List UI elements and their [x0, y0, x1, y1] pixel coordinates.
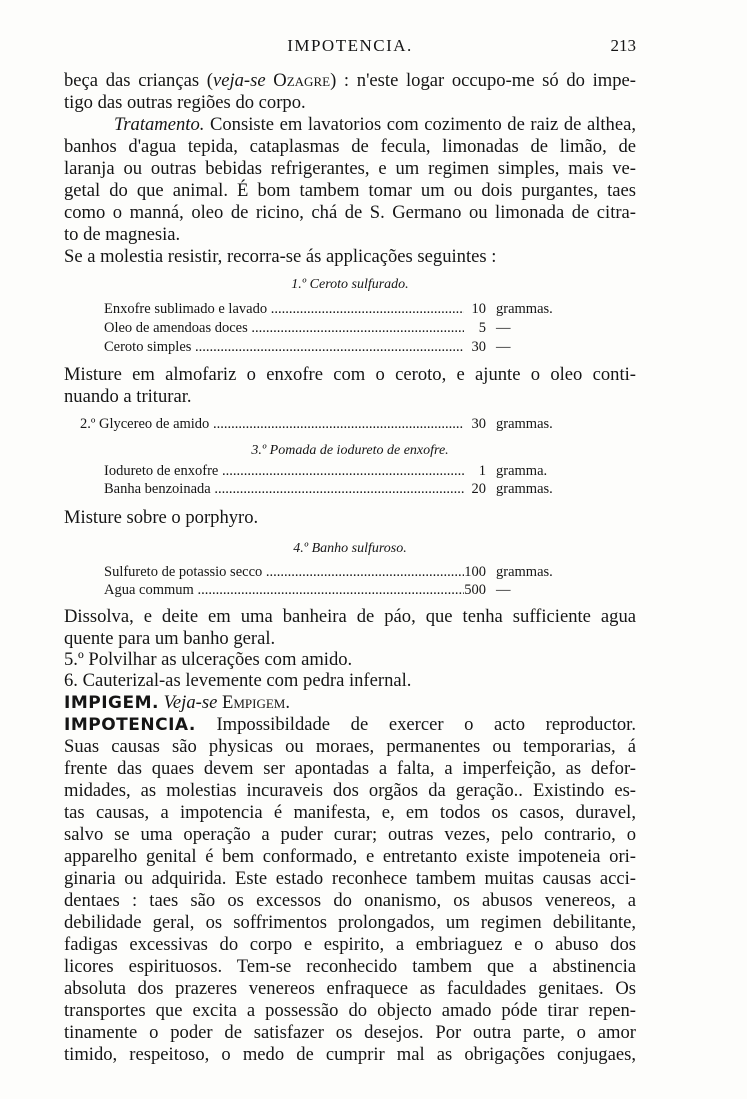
body-line: timido, respeitoso, o medo de cumprir mal as obrigações conjugaes, — [64, 1044, 636, 1065]
recipe-4-title: 4.º Banho sulfuroso. — [293, 541, 407, 556]
tratamento-label: Tratamento. — [114, 114, 205, 135]
recipe-3-title: 3.º Pomada de iodureto de enxofre. — [251, 443, 449, 458]
impotencia-entry-line: IMPOTENCIA. Impossibildade de exercer o acto reproductor. — [64, 714, 636, 735]
recipe-note: Misture em almofariz o enxofre com o ceroto, e ajunte o oleo conti- — [64, 364, 636, 385]
body-line: beça das crianças (veja-se Ozagre) : n'este logar occupo-me só do impe- — [64, 70, 636, 91]
body-line: transportes que excita a possessão do objecto amado póde tirar repen- — [64, 1000, 636, 1021]
body-line: laranja ou outras bebidas refrigerantes, e um regimen simples, mais ve- — [64, 158, 636, 179]
body-line: licores espirituosos. Tem-se reconhecido tambem que a abstinencia — [64, 956, 636, 977]
body-line: tas causas, a impotencia é manifesta, e, em todos os casos, duravel, — [64, 802, 636, 823]
body-line: to de magnesia. — [64, 224, 181, 245]
page-number: 213 — [610, 36, 636, 55]
cross-reference: Empigem. — [221, 692, 290, 713]
body-line: salvo se uma operação a puder curar; outras vezes, pelo contrario, o — [64, 824, 636, 845]
body-line: Suas causas são physicas ou moraes, permanentes ou temporarias, á — [64, 736, 636, 757]
recipe-note: quente para um banho geral. — [64, 628, 276, 649]
tratamento-line: Tratamento. Consiste em lavatorios com cozimento de raiz de althea, — [114, 114, 636, 135]
body-line: getal do que animal. É bom tambem tomar um ou dois purgantes, taes — [64, 180, 636, 201]
recipe-1-title: 1.º Ceroto sulfurado. — [291, 277, 409, 292]
body-line: frente das quaes devem ser apontadas a falta, a imperfeição, as defor- — [64, 758, 636, 779]
body-line: fadigas excessivas do corpo e espirito, a embriaguez e o abuso dos — [64, 934, 636, 955]
step-line: 5.º Polvilhar as ulcerações com amido. — [64, 649, 353, 670]
recipe-note: nuando a triturar. — [64, 386, 192, 407]
body-line: como o manná, oleo de ricino, chá de S. Germano ou limonada de citra- — [64, 202, 636, 223]
running-title: IMPOTENCIA. — [287, 36, 413, 55]
body-line: apparelho genital é bem conformado, e entretanto existe impoteneia ori- — [64, 846, 636, 867]
body-line: ginaria ou adquirida. Este estado reconhece tambem muitas causas acci- — [64, 868, 636, 889]
impigem-entry: IMPIGEM. Veja-se Empigem. — [64, 692, 290, 713]
body-line: midades, as molestias incuraveis dos orgãos da geração.. Existindo es- — [64, 780, 636, 801]
body-line: Se a molestia resistir, recorra-se ás applicações seguintes : — [64, 246, 497, 267]
entry-head: IMPIGEM. — [64, 693, 159, 713]
step-line: 6. Cauterizal-as levemente com pedra infernal. — [64, 670, 412, 691]
recipe-note: Dissolva, e deite em uma banheira de páo, que tenha sufficiente agua — [64, 606, 636, 627]
body-line: banhos d'agua tepida, cataplasmas de fecula, limonadas de limão, de — [64, 136, 636, 157]
body-line: tigo das outras regiões do corpo. — [64, 92, 306, 113]
body-line: dentaes : taes são os excessos do onanismo, os abusos venereos, a — [64, 890, 636, 911]
entry-head: IMPOTENCIA. — [64, 715, 196, 735]
body-line: debilidade geral, os soffrimentos prolongados, um regimen debilitante, — [64, 912, 636, 933]
running-header — [64, 36, 636, 58]
body-line: absoluta dos prazeres venereos enfraquece as faculdades genitaes. Os — [64, 978, 636, 999]
recipe-note: Misture sobre o porphyro. — [64, 507, 259, 528]
body-line: tinamente o poder de satisfazer os desejos. Por outra parte, o amor — [64, 1022, 636, 1043]
